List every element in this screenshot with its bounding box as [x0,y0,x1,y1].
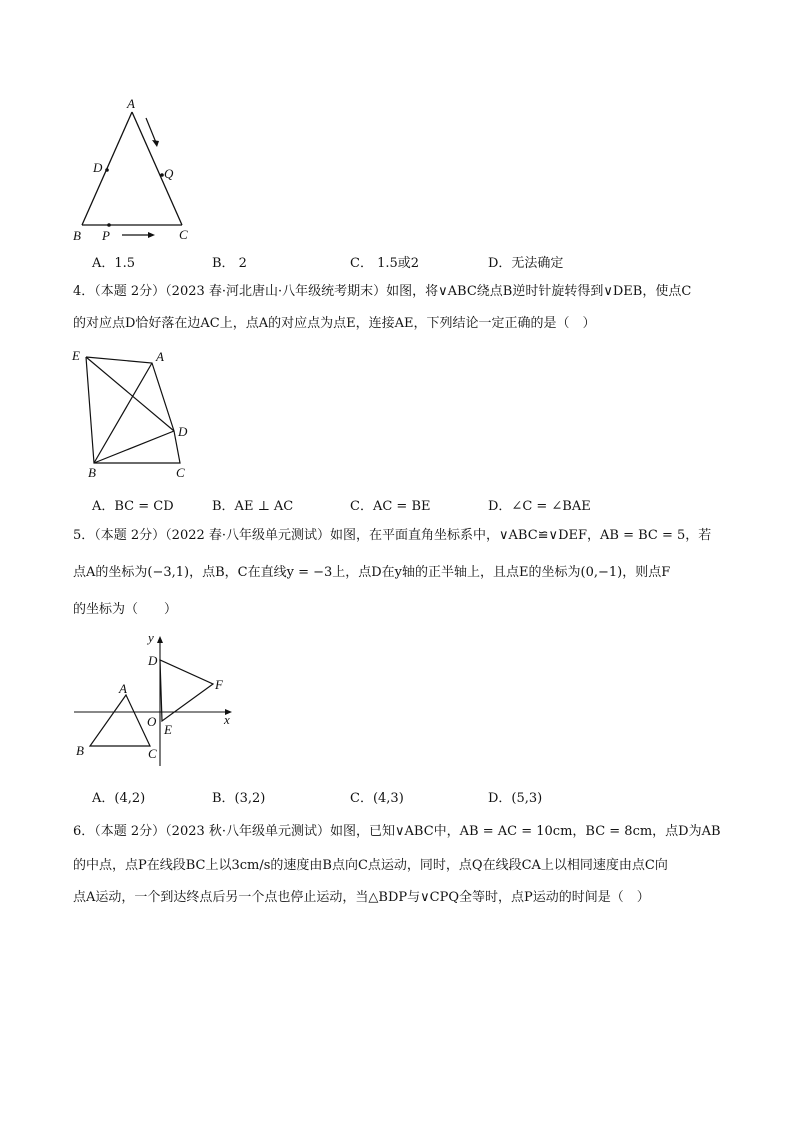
q5-label-A: A [119,681,127,696]
q4-option-c: C．AC = BE [350,499,431,514]
q5-stem-line-2: 点A的坐标为(−3,1)，点B，C在直线y = −3上，点D在y轴的正半轴上，且点E的坐标为(0,−1)，则点F [73,565,671,580]
q3-triangle-figure [60,90,210,250]
q3-option-b: B． 2 [212,256,247,271]
q5-stem-line-3: 的坐标为（ ） [73,602,178,617]
q3-option-d: D．无法确定 [488,256,564,271]
q5-option-d: D．(5,3) [488,791,543,806]
q4-stem-line-1: 4．（本题 2分）（2023 春·河北唐山·八年级统考期末）如图，将∨ABC绕点B逆时针旋转得到∨DEB，使点C [73,284,692,299]
q4-option-d: D．∠C = ∠BAE [488,499,591,514]
q5-label-F: F [215,677,223,692]
q3-option-a: A．1.5 [92,256,136,271]
q4-rotation-figure [70,345,200,485]
q5-label-D: D [148,653,158,668]
q5-label-C: C [148,746,157,761]
q5-option-c: C．(4,3) [350,791,404,806]
q3-label-D: D [93,160,103,175]
q3-label-C: C [179,227,188,242]
q4-option-a: A．BC = CD [92,499,174,514]
q4-stem-line-2: 的对应点D恰好落在边AC上，点A的对应点为点E，连接AE，下列结论一定正确的是（ ） [73,316,596,331]
q3-label-Q: Q [164,166,174,181]
q4-label-E: E [72,348,80,363]
q5-stem-line-1: 5．（本题 2分）（2022 春·八年级单元测试）如图，在平面直角坐标系中，∨ABC≌∨DEF，AB = BC = 5，若 [73,528,712,543]
q3-label-P: P [102,228,110,243]
q4-label-C: C [176,465,185,480]
q4-label-B: B [88,465,96,480]
q5-option-b: B．(3,2) [212,791,266,806]
q5-label-x: x [224,712,230,727]
q5-label-B: B [76,743,84,758]
q5-option-a: A．(4,2) [92,791,146,806]
q3-option-c: C． 1.5或2 [350,256,420,271]
q5-label-O: O [147,714,157,729]
q3-label-B: B [73,228,81,243]
q6-stem-line-1: 6．（本题 2分）（2023 秋·八年级单元测试）如图，已知∨ABC中，AB = AC = 10cm，BC = 8cm，点D为AB [73,824,721,839]
q3-label-A: A [127,96,135,111]
q5-coordinate-figure [70,628,245,773]
q4-label-A: A [156,349,164,364]
q4-option-b: B．AE ⊥ AC [212,499,294,514]
q4-label-D: D [178,424,188,439]
q6-stem-line-2: 的中点，点P在线段BC上以3cm/s的速度由B点向C点运动，同时，点Q在线段CA上以相同速度由点C向 [73,858,668,873]
q6-stem-line-3: 点A运动，一个到达终点后另一个点也停止运动，当△BDP与∨CPQ全等时，点P运动的时间是（ ） [73,890,650,905]
q5-label-E: E [164,722,172,737]
q5-label-y: y [148,630,154,645]
